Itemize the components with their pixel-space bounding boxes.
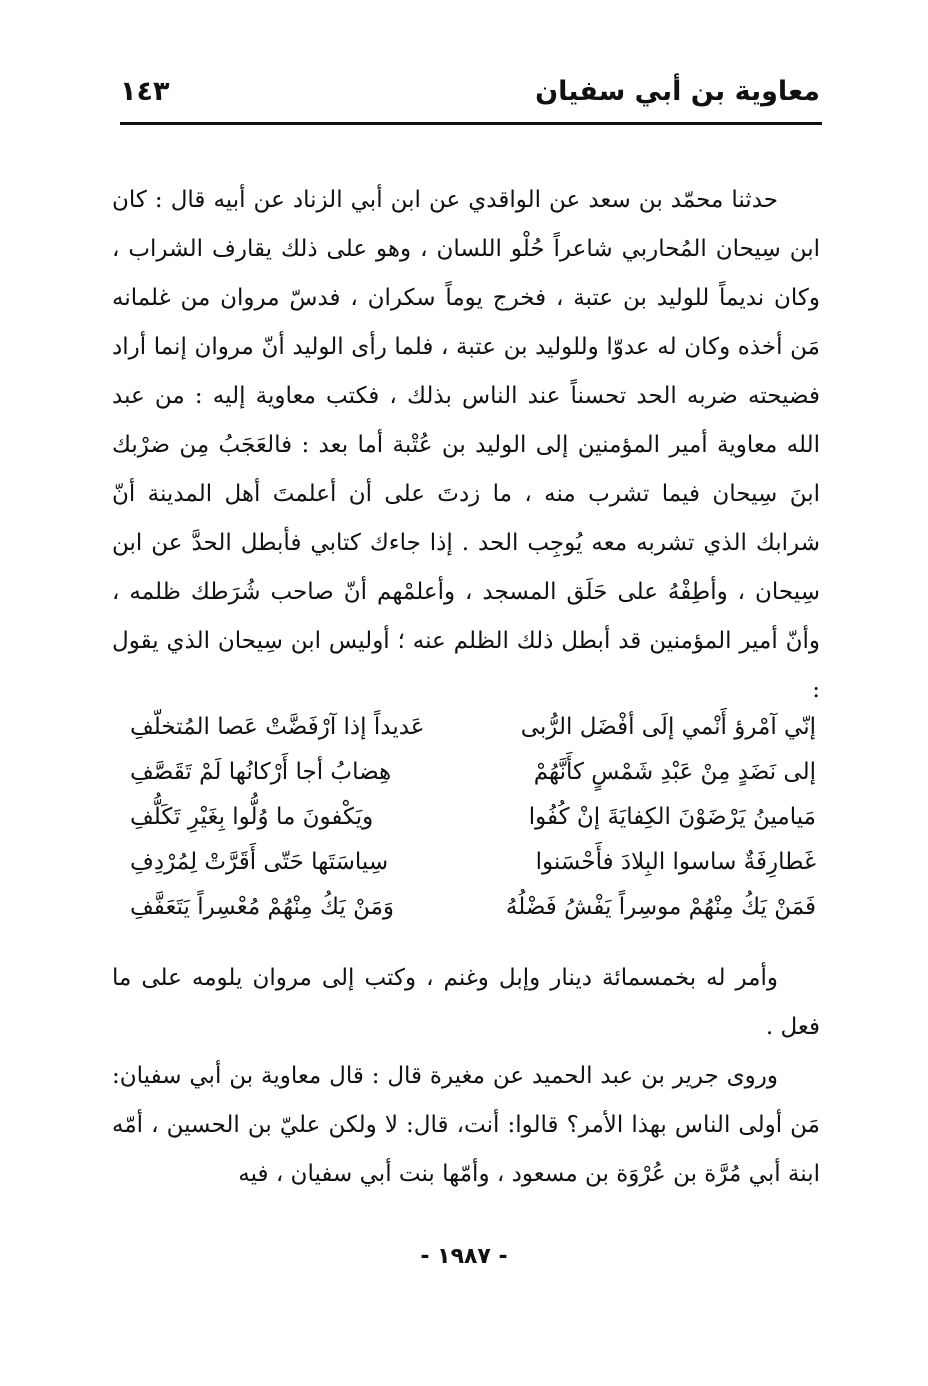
verse-second-hemistich: ويَكْفونَ ما وُلُّوا بِغَيْرِ تَكَلُّفِ <box>130 804 374 830</box>
verse-first-hemistich: غَطارِفَةٌ ساسوا البِلادَ فأَحْسَنوا <box>535 849 816 875</box>
verse-line <box>130 759 816 804</box>
paragraph-text: حدثنا محمّد بن سعد عن الواقدي عن ابن أبي الزناد عن أبيه قال : كان ابن سِيحان المُحاربي شاعراً حُلْو اللسان ، وهو على ذلك يقارف الشراب ، وكان نديماً للوليد بن عتبة ، فخرج يوماً سكران ، فدسّ مروان من غلمانه مَن أخذه وكان له عدوّا وللوليد بن عتبة ، فلما رأى الوليد أنّ مروان إنما أراد فضيحته ضربه الحد تحسناً عند الناس بذلك ، فكتب معاوية إليه : من عبد الله معاوية أمير المؤمنين إلى الوليد بن عُتْبة أما بعد : فالعَجَبُ مِن ضرْبك ابنَ سِيحان فيما تشرب منه ، ما زدتَ على أن أعلمتَ أهل المدينة أنّ شرابك الذي تشربه معه يُوجِب الحد . إذا جاءك كتابي فأبطل الحدَّ عن ابن سِيحان ، وأطِفْهُ على حَلَق المسجد ، وأعلمْهم أنّ صاحب شُرَطك ظلمه ، وأنّ أمير المؤمنين قد أبطل ذلك الظلم عنه ؛ أوليس ابن سِيحان الذي يقول : <box>112 187 820 703</box>
verse-first-hemistich: إلى نَضَدٍ مِنْ عَبْدِ شَمْسٍ كأَنَّهُمْ <box>533 759 816 785</box>
verse-second-hemistich: هِضابُ أجا أَرْكانُها لَمْ تَقَصَّفِ <box>130 759 392 785</box>
paragraph-text: وروى جرير بن عبد الحميد عن مغيرة قال : قال معاوية بن أبي سفيان: مَن أولى الناس بهذا الأمر؟ قالوا: أنت، قال: لا ولكن عليّ بن الحسين ، أمّه ابنة أبي مُرَّة بن عُرْوَة بن مسعود ، وأمّها بنت أبي سفيان ، فيه <box>112 1063 820 1187</box>
page-header <box>120 68 820 124</box>
header-rule <box>120 122 822 125</box>
verse-second-hemistich: عَديداً إذا آرْفَضَّتْ عَصا المُتخلّفِ <box>130 714 425 740</box>
verse-line <box>130 894 816 939</box>
running-title: معاوية بن أبي سفيان <box>535 76 820 107</box>
verse-first-hemistich: إنّي آمْرؤ أَنْمي إلَى أفْضَل الرُّبى <box>520 714 816 740</box>
verse-line <box>130 849 816 894</box>
paragraph-reward <box>112 954 820 1052</box>
verse-first-hemistich: فَمَنْ يَكُ مِنْهُمْ موسِراً يَفْشُ فَضْلُهُ <box>505 894 816 920</box>
verse-first-hemistich: مَيامينُ يَرْضَوْنَ الكِفايَةَ إنْ كُفُوا <box>528 804 816 830</box>
verse-line <box>130 714 816 759</box>
paragraph-text: وأمر له بخمسمائة دينار وإبل وغنم ، وكتب إلى مروان يلومه على ما فعل . <box>112 965 820 1040</box>
verse-second-hemistich: وَمَنْ يَكُ مِنْهُمْ مُعْسِراً يَتَعَفَّفِ <box>130 894 395 920</box>
verse-line <box>130 804 816 849</box>
paragraph-narration-second <box>112 1052 820 1199</box>
verse-second-hemistich: سِياسَتَها حَتّى أَقَرَّتْ لِمُرْدِفِ <box>130 849 389 875</box>
poem <box>130 714 816 939</box>
footer-page-number: - ١٩٨٧ - <box>420 1244 508 1269</box>
page-number: ١٤٣ <box>120 76 170 107</box>
paragraph-narration <box>112 176 820 715</box>
